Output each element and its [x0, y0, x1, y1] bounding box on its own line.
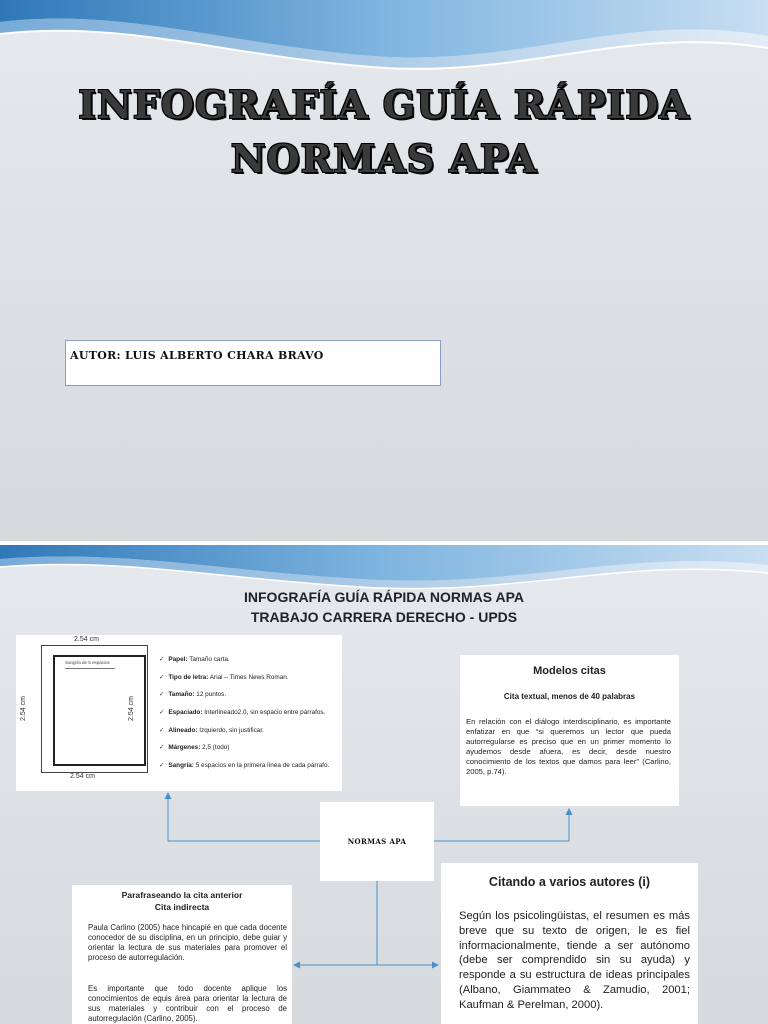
normas-apa-node	[320, 802, 434, 881]
parafraseo-paragraph-2: Es importante que todo docente aplique los conocimientos de equis área para orientar la lectura de sus materiales y contribuir con el proceso de autorregulación (Carlino, 2005).	[88, 984, 287, 1023]
normas-apa-label: NORMAS APA	[347, 837, 407, 846]
margin-bottom-label: 2.54 cm	[70, 773, 95, 780]
author-text: AUTOR: LUIS ALBERTO CHARA BRAVO	[70, 349, 324, 362]
varios-autores-title: Citando a varios autores (i)	[488, 875, 651, 889]
page-format-panel	[16, 635, 342, 791]
varios-autores-panel	[441, 863, 698, 1024]
check-icon: ✓	[159, 726, 165, 734]
modelos-citas-body: En relación con el diálogo interdisciplinario, es importante enfatizar en que “si queremos un lector que pueda autorregularse es preciso que en un primer momento lo ayudemos desde afuera, es decir, desde nuestro conocimiento de los textos que damos para leer” (Carlino, 2005, p.74).	[466, 717, 671, 776]
spec-item: ✓ Tipo de letra: Arial – Times News Roman.	[159, 673, 289, 681]
spec-item: ✓ Alineado: Izquierdo, sin justificar.	[159, 726, 264, 734]
indent-note: Sangría de 5 espacios	[65, 660, 110, 665]
modelos-citas-panel	[460, 655, 679, 806]
main-title-line1: INFOGRAFÍA GUÍA RÁPIDA	[78, 82, 690, 127]
spec-item: ✓ Tamaño: 12 puntos.	[159, 691, 227, 699]
parafraseo-paragraph-1: Paula Carlino (2005) hace hincapié en que cada docente conocedor de su disciplina, en un principio, debe guiar y orientar la lectura de sus materiales para promover el proceso de autorregulación.	[88, 923, 287, 962]
check-icon: ✓	[159, 762, 165, 770]
modelos-citas-title: Modelos citas	[533, 665, 606, 677]
check-icon: ✓	[159, 691, 165, 699]
connector-to-modelos-citas	[434, 809, 569, 841]
connector-to-parafraseo	[294, 881, 377, 965]
infographic-title-line1: INFOGRAFÍA GUÍA RÁPIDA NORMAS APA	[244, 589, 524, 605]
spec-item: ✓ Papel: Tamaño carta.	[159, 656, 230, 663]
margin-left-label: 2.54 cm	[19, 696, 27, 721]
check-icon: ✓	[159, 673, 165, 681]
connector-to-page-format	[168, 793, 320, 841]
varios-autores-body: Según los psicolingüistas, el resumen es más breve que su texto de origen, le es fiel informacionalmente, tiende a ser autónomo (debe ser comprendido sin su ayuda) y responde a su estructura de ideas principales (Albano, Giammateo & Zamudio, 2001; Kaufman & Perelman, 2000).	[459, 910, 690, 1011]
spec-item: ✓ Sangría: 5 espacios en la primera línea de cada párrafo.	[159, 762, 330, 770]
margin-top-label: 2.54 cm	[74, 636, 99, 643]
parafraseo-title: Parafraseando la cita anterior Cita indirecta	[121, 890, 243, 912]
parafraseo-panel	[72, 885, 292, 1024]
format-spec-list	[159, 655, 329, 779]
check-icon: ✓	[159, 744, 165, 752]
check-icon: ✓	[159, 709, 165, 717]
main-title-line2: NORMAS APA	[230, 136, 538, 181]
spec-item: ✓ Márgenes: 2,5 (todo)	[159, 744, 230, 752]
infographic-slide	[0, 545, 768, 1024]
indent-line	[65, 668, 115, 669]
main-title	[0, 78, 768, 186]
margin-right-label: 2.54 cm	[127, 696, 135, 721]
spec-item: ✓ Espaciado: Interlineado2.0, sin espacio entre párrafos.	[159, 709, 326, 717]
author-box	[65, 340, 441, 386]
infographic-title-line2: TRABAJO CARRERA DERECHO - UPDS	[250, 609, 518, 625]
modelos-citas-subtitle: Cita textual, menos de 40 palabras	[503, 692, 636, 701]
check-icon: ✓	[159, 656, 165, 663]
